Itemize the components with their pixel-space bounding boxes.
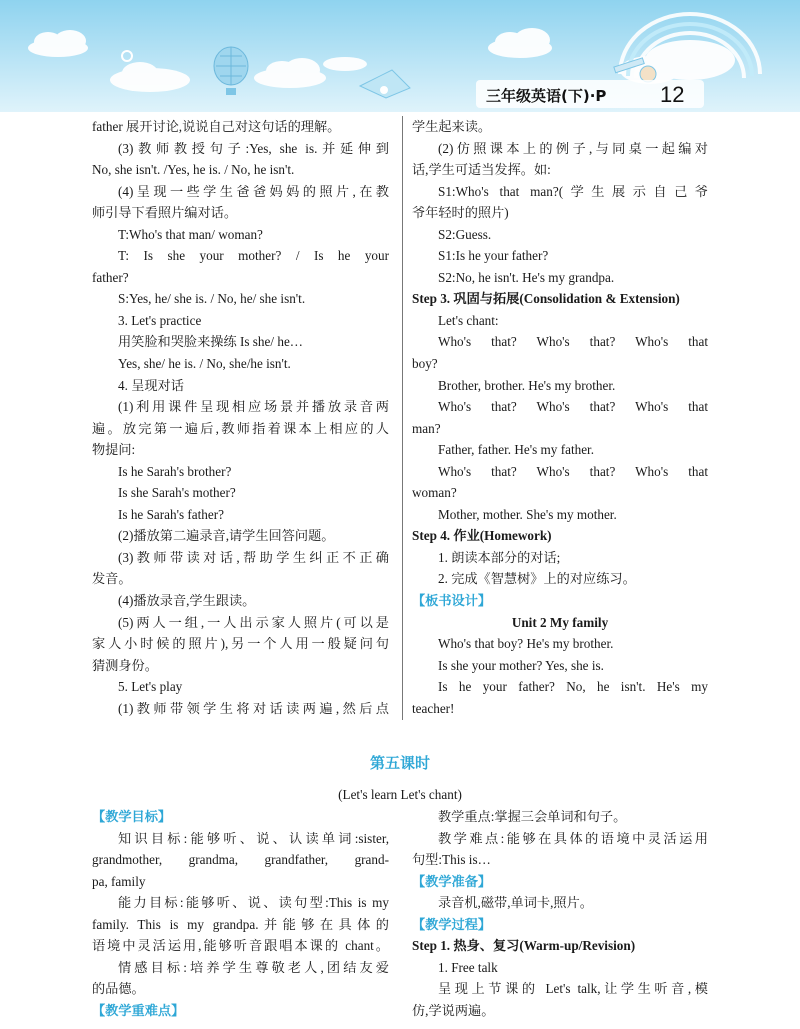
- left-column: [92, 116, 389, 719]
- text-line: 【教学重难点】: [92, 1002, 185, 1018]
- text-line: 5. Let's play: [118, 679, 183, 695]
- text-line: grandmother, grandma, grandfather, grand-: [92, 852, 389, 868]
- text-line: No, she isn't. /Yes, he is. / No, he isn't.: [92, 162, 295, 178]
- text-line: Is he your father? No, he isn't. He's my: [438, 679, 708, 695]
- lower-right-column: [412, 806, 708, 1021]
- text-line: 1. Free talk: [438, 959, 498, 975]
- text-line: 爷年轻时的照片): [412, 205, 509, 221]
- text-line: T: Is she your mother? / Is he your: [118, 248, 389, 264]
- text-line: Is he Sarah's father?: [118, 506, 224, 522]
- text-line: Is she your mother? Yes, she is.: [438, 657, 604, 673]
- text-line: Brother, brother. He's my brother.: [438, 377, 616, 393]
- text-line: 发音。: [92, 571, 132, 587]
- text-line: 录音机,磁带,单词卡,照片。: [438, 895, 593, 911]
- text-line: Is she Sarah's mother?: [118, 485, 236, 501]
- text-line: woman?: [412, 485, 457, 501]
- text-line: Father, father. He's my father.: [438, 442, 595, 458]
- text-line: (4)呈现一些学生爸爸妈妈的照片,在教: [118, 183, 389, 199]
- text-line: 的品德。: [92, 981, 145, 997]
- lower-left-column: [92, 806, 389, 1021]
- text-line: boy?: [412, 356, 438, 372]
- text-line: Yes, she/ he is. / No, she/he isn't.: [118, 356, 291, 372]
- text-line: 能力目标:能够听、说、读句型:This is my: [118, 895, 389, 911]
- text-line: 教学重点:掌握三会单词和句子。: [438, 809, 627, 824]
- text-line: 猜测身份。: [92, 657, 158, 673]
- text-line: Unit 2 My family: [511, 614, 609, 630]
- text-line: 【教学准备】: [412, 873, 492, 889]
- text-line: (2)播放第二遍录音,请学生回答问题。: [118, 528, 335, 544]
- text-line: 知识目标:能够听、说、认读单词:sister,: [118, 830, 389, 846]
- text-line: 呈现上节课的 Let's talk,让学生听音,模: [438, 981, 708, 997]
- text-line: 师引导下看照片编对话。: [92, 205, 238, 221]
- book-title: 三年级英语(下)·P: [486, 87, 607, 105]
- column-divider: [402, 116, 403, 720]
- text-line: Who's that? Who's that? Who's that: [438, 334, 708, 350]
- text-line: Step 1. 热身、复习(Warm-up/Revision): [412, 938, 636, 954]
- text-line: 3. Let's practice: [118, 312, 202, 328]
- text-line: (5)两人一组,一人出示家人照片(可以是: [118, 614, 389, 630]
- text-line: Let's chant:: [438, 312, 499, 328]
- text-line: father?: [92, 269, 129, 285]
- text-line: 家人小时候的照片),另一个人用一般疑问句: [92, 636, 389, 652]
- text-line: S1:Is he your father?: [438, 248, 549, 264]
- text-line: 教学难点:能够在具体的语境中灵活运用: [438, 830, 708, 846]
- text-line: teacher!: [412, 700, 455, 716]
- text-line: 学生起来读。: [412, 119, 492, 134]
- text-line: T:Who's that man/ woman?: [118, 226, 263, 242]
- text-line: 【板书设计】: [412, 593, 492, 609]
- text-line: man?: [412, 420, 441, 436]
- text-line: (1)教师带领学生将对话读两遍,然后点: [118, 700, 389, 716]
- text-line: 语境中灵活运用,能够听音跟唱本课的 chant。: [92, 938, 389, 954]
- text-line: (2)仿照课本上的例子,与同桌一起编对: [438, 140, 708, 156]
- text-line: 仿,学说两遍。: [412, 1002, 495, 1018]
- text-line: 【教学目标】: [92, 809, 172, 824]
- text-line: 用笑脸和哭脸来操练 Is she/ he…: [118, 334, 303, 350]
- right-column: [412, 116, 708, 719]
- text-line: Is he Sarah's brother?: [118, 463, 232, 479]
- text-line: S:Yes, he/ she is. / No, he/ she isn't.: [118, 291, 306, 307]
- text-line: 情感目标:培养学生尊敬老人,团结友爱: [118, 959, 389, 975]
- text-line: family. This is my grandpa.并能够在具体的: [92, 916, 389, 932]
- text-line: Who's that? Who's that? Who's that: [438, 463, 708, 479]
- text-line: father 展开讨论,说说自己对这句话的理解。: [92, 119, 341, 134]
- text-line: 【教学过程】: [412, 916, 492, 932]
- text-line: Who's that boy? He's my brother.: [438, 636, 614, 652]
- text-line: 1. 朗读本部分的对话;: [438, 549, 561, 565]
- text-line: Step 4. 作业(Homework): [412, 528, 552, 544]
- text-line: (4)播放录音,学生跟读。: [118, 593, 256, 609]
- text-line: Mother, mother. She's my mother.: [438, 506, 617, 522]
- text-line: 话,学生可适当发挥。如:: [412, 162, 551, 178]
- text-line: 物提问:: [92, 442, 136, 458]
- section-title: 第五课时: [369, 754, 430, 772]
- text-line: (3)教师教授句子:Yes, she is.并延伸到: [118, 140, 389, 156]
- text-line: S2:No, he isn't. He's my grandpa.: [438, 269, 615, 285]
- page-number: 12: [660, 82, 685, 107]
- section-subtitle: (Let's learn Let's chant): [338, 787, 462, 802]
- text-line: Step 3. 巩固与拓展(Consolidation & Extension): [412, 291, 680, 307]
- text-line: 4. 呈现对话: [118, 377, 184, 393]
- text-line: 句型:This is…: [412, 852, 491, 868]
- text-line: S1:Who's that man?(学生展示自己爷: [438, 183, 708, 199]
- text-line: 遍。放完第一遍后,教师指着课本上相应的人: [92, 420, 389, 436]
- text-line: (3)教师带读对话,帮助学生纠正不正确: [118, 549, 389, 565]
- text-line: Who's that? Who's that? Who's that: [438, 399, 708, 415]
- text-line: S2:Guess.: [438, 226, 492, 242]
- text-line: pa, family: [92, 873, 146, 889]
- text-line: 2. 完成《智慧树》上的对应练习。: [438, 571, 636, 587]
- text-line: (1)利用课件呈现相应场景并播放录音两: [118, 399, 389, 415]
